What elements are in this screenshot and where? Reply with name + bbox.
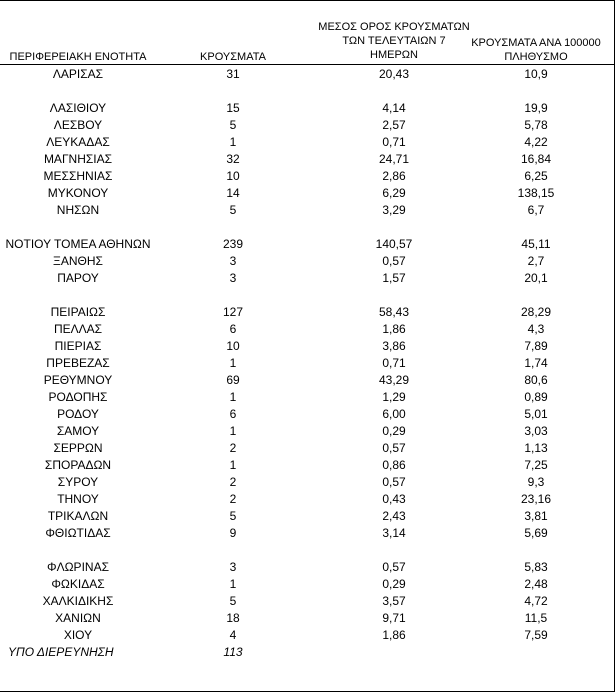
table-row xyxy=(0,236,616,252)
row-cases: 1 xyxy=(229,135,237,149)
header-avg-line2: ΤΩΝ ΤΕΛΕΥΤΑΙΩΝ 7 xyxy=(342,35,446,47)
row-region: ΠΕΛΛΑΣ xyxy=(53,322,103,336)
row-cases: 14 xyxy=(226,186,240,200)
table-row xyxy=(0,253,616,269)
row-avg: 0,57 xyxy=(382,254,406,268)
row-per100k: 20,1 xyxy=(524,271,548,285)
header-per100k-line1: ΚΡΟΥΣΜΑΤΑ ΑΝΑ 100000 xyxy=(471,37,601,49)
row-per100k: 7,25 xyxy=(524,458,548,472)
row-region: ΛΕΣΒΟΥ xyxy=(53,118,103,132)
row-avg: 4,14 xyxy=(382,101,406,115)
table-row xyxy=(0,100,616,116)
row-region: ΧΙΟΥ xyxy=(63,628,93,642)
footer-region: ΥΠΟ ΔΙΕΡΕΥΝΗΣΗ xyxy=(8,645,114,659)
row-cases: 5 xyxy=(229,594,237,608)
table-row xyxy=(0,576,616,592)
row-region: ΣΕΡΡΩΝ xyxy=(53,441,103,455)
table-row xyxy=(0,151,616,167)
row-avg: 0,29 xyxy=(382,424,406,438)
row-region: ΜΕΣΣΗΝΙΑΣ xyxy=(43,169,113,183)
row-region: ΛΑΡΙΣΑΣ xyxy=(52,67,104,81)
table-row xyxy=(0,559,616,575)
row-cases: 2 xyxy=(229,475,237,489)
row-cases: 18 xyxy=(226,611,240,625)
row-per100k: 1,74 xyxy=(524,356,548,370)
row-avg: 0,57 xyxy=(382,441,406,455)
row-per100k: 19,9 xyxy=(524,101,548,115)
row-avg: 24,71 xyxy=(378,152,410,166)
row-per100k: 4,3 xyxy=(527,322,545,336)
row-avg: 1,86 xyxy=(382,628,406,642)
table-row xyxy=(0,389,616,405)
row-region: ΜΥΚΟΝΟΥ xyxy=(47,186,109,200)
row-per100k: 45,11 xyxy=(521,237,551,251)
row-per100k: 6,7 xyxy=(527,203,545,217)
table-row xyxy=(0,525,616,541)
row-per100k: 3,03 xyxy=(524,424,548,438)
table-row xyxy=(0,355,616,371)
table-row xyxy=(0,423,616,439)
row-avg: 3,29 xyxy=(382,203,406,217)
row-per100k: 1,13 xyxy=(524,441,548,455)
row-cases: 1 xyxy=(229,390,237,404)
row-cases: 2 xyxy=(229,441,237,455)
table-row xyxy=(0,202,616,218)
row-cases: 15 xyxy=(226,101,240,115)
row-per100k: 4,22 xyxy=(524,135,548,149)
table-row xyxy=(0,185,616,201)
row-avg: 0,29 xyxy=(382,577,406,591)
table-row xyxy=(0,321,616,337)
row-avg: 6,00 xyxy=(382,407,406,421)
row-avg: 1,86 xyxy=(382,322,406,336)
footer-row xyxy=(0,644,616,660)
row-region: ΦΩΚΙΔΑΣ xyxy=(51,577,105,591)
row-region: ΜΑΓΝΗΣΙΑΣ xyxy=(43,152,113,166)
row-avg: 2,57 xyxy=(382,118,406,132)
row-cases: 3 xyxy=(229,271,237,285)
row-cases: 69 xyxy=(226,373,240,387)
table-row xyxy=(0,440,616,456)
table-row xyxy=(0,627,616,643)
header-avg-line1: ΜΕΣΟΣ ΟΡΟΣ ΚΡΟΥΣΜΑΤΩΝ xyxy=(318,21,470,33)
table-row xyxy=(0,474,616,490)
row-region: ΣΑΜΟΥ xyxy=(56,424,100,438)
row-per100k: 2,48 xyxy=(524,577,548,591)
row-cases: 1 xyxy=(229,577,237,591)
table-row xyxy=(0,491,616,507)
row-cases: 6 xyxy=(229,407,237,421)
row-region: ΡΕΘΥΜΝΟΥ xyxy=(43,373,113,387)
row-avg: 1,57 xyxy=(382,271,406,285)
row-per100k: 5,78 xyxy=(524,118,548,132)
row-cases: 2 xyxy=(229,492,237,506)
row-cases: 3 xyxy=(229,254,237,268)
row-region: ΣΠΟΡΑΔΩΝ xyxy=(44,458,112,472)
row-per100k: 10,9 xyxy=(524,67,548,81)
row-avg: 3,86 xyxy=(382,339,406,353)
row-cases: 1 xyxy=(229,424,237,438)
row-per100k: 5,83 xyxy=(524,560,548,574)
header-region xyxy=(0,50,156,64)
row-avg: 0,71 xyxy=(382,356,406,370)
row-avg: 2,43 xyxy=(382,509,406,523)
row-per100k: 5,01 xyxy=(524,407,548,421)
row-region: ΦΘΙΩΤΙΔΑΣ xyxy=(45,526,111,540)
row-avg: 20,43 xyxy=(378,67,410,81)
row-region: ΧΑΝΙΩΝ xyxy=(55,611,101,625)
row-per100k: 23,16 xyxy=(520,492,552,506)
row-avg: 43,29 xyxy=(378,373,410,387)
row-avg: 0,71 xyxy=(382,135,406,149)
row-cases: 3 xyxy=(229,560,237,574)
table-row xyxy=(0,134,616,150)
row-per100k: 3,81 xyxy=(524,509,548,523)
row-cases: 5 xyxy=(229,203,237,217)
row-cases: 10 xyxy=(226,169,240,183)
table-row xyxy=(0,168,616,184)
row-per100k: 0,89 xyxy=(524,390,548,404)
row-cases: 1 xyxy=(229,356,237,370)
table-row xyxy=(0,304,616,320)
table-row xyxy=(0,610,616,626)
header-per100k-line2: ΠΛΗΘΥΣΜΟ xyxy=(504,51,568,63)
row-region: ΧΑΛΚΙΔΙΚΗΣ xyxy=(42,594,114,608)
row-region: ΠΑΡΟΥ xyxy=(57,271,99,285)
table-row xyxy=(0,406,616,422)
table-row xyxy=(0,508,616,524)
row-per100k: 16,84 xyxy=(520,152,552,166)
row-region: ΡΟΔΟΥ xyxy=(57,407,99,421)
table-row xyxy=(0,338,616,354)
row-avg: 3,57 xyxy=(382,594,406,608)
row-cases: 9 xyxy=(229,526,237,540)
row-per100k: 28,29 xyxy=(520,305,552,319)
row-cases: 10 xyxy=(226,339,240,353)
row-cases: 239 xyxy=(222,237,244,251)
row-avg: 0,57 xyxy=(382,560,406,574)
row-region: ΛΑΣΙΘΙΟΥ xyxy=(49,101,107,115)
row-cases: 5 xyxy=(229,118,237,132)
row-per100k: 11,5 xyxy=(524,611,548,625)
table-row xyxy=(0,270,616,286)
table-row xyxy=(0,593,616,609)
row-avg: 1,29 xyxy=(382,390,406,404)
footer-cases: 113 xyxy=(223,645,243,659)
row-avg: 9,71 xyxy=(382,611,406,625)
row-cases: 31 xyxy=(226,67,240,81)
row-region: ΦΛΩΡΙΝΑΣ xyxy=(47,560,109,574)
header-avg-line3: ΗΜΕΡΩΝ xyxy=(370,49,418,61)
row-per100k: 80,6 xyxy=(524,373,548,387)
row-cases: 5 xyxy=(229,509,237,523)
row-cases: 6 xyxy=(229,322,237,336)
header-region-label: ΠΕΡΙΦΕΡΕΙΑΚΗ ΕΝΟΤΗΤΑ xyxy=(9,51,147,63)
row-per100k: 7,59 xyxy=(524,628,548,642)
row-avg: 3,14 xyxy=(382,526,406,540)
row-per100k: 138,15 xyxy=(517,186,555,200)
header-cases xyxy=(190,50,276,64)
row-avg: 0,43 xyxy=(382,492,406,506)
row-region: ΠΙΕΡΙΑΣ xyxy=(54,339,102,353)
row-region: ΣΥΡΟΥ xyxy=(57,475,99,489)
row-avg: 2,86 xyxy=(382,169,406,183)
row-cases: 4 xyxy=(229,628,237,642)
row-region: ΝΟΤΙΟΥ ΤΟΜΕΑ ΑΘΗΝΩΝ xyxy=(5,237,151,251)
table-row xyxy=(0,66,616,82)
table-row xyxy=(0,457,616,473)
row-region: ΞΑΝΘΗΣ xyxy=(53,254,103,268)
row-region: ΠΡΕΒΕΖΑΣ xyxy=(46,356,110,370)
row-per100k: 5,69 xyxy=(524,526,548,540)
row-cases: 1 xyxy=(229,458,237,472)
row-per100k: 4,72 xyxy=(524,594,548,608)
table-row xyxy=(0,372,616,388)
row-avg: 6,29 xyxy=(382,186,406,200)
header-divider xyxy=(0,64,614,65)
row-cases: 32 xyxy=(226,152,240,166)
header-cases-label: ΚΡΟΥΣΜΑΤΑ xyxy=(200,51,266,63)
row-avg: 0,86 xyxy=(382,458,406,472)
row-avg: 0,57 xyxy=(382,475,406,489)
row-cases: 127 xyxy=(222,305,244,319)
row-region: ΛΕΥΚΑΔΑΣ xyxy=(46,135,110,149)
row-region: ΤΡΙΚΑΛΩΝ xyxy=(47,509,109,523)
header-per-100k xyxy=(456,36,616,64)
row-region: ΠΕΙΡΑΙΩΣ xyxy=(50,305,106,319)
row-region: ΡΟΔΟΠΗΣ xyxy=(48,390,108,404)
row-per100k: 7,89 xyxy=(524,339,548,353)
row-avg: 140,57 xyxy=(375,237,413,251)
row-avg: 58,43 xyxy=(378,305,410,319)
table-row xyxy=(0,117,616,133)
row-per100k: 9,3 xyxy=(527,475,545,489)
row-region: ΤΗΝΟΥ xyxy=(57,492,99,506)
row-region: ΝΗΣΩΝ xyxy=(56,203,100,217)
row-per100k: 6,25 xyxy=(524,169,548,183)
row-per100k: 2,7 xyxy=(527,254,545,268)
